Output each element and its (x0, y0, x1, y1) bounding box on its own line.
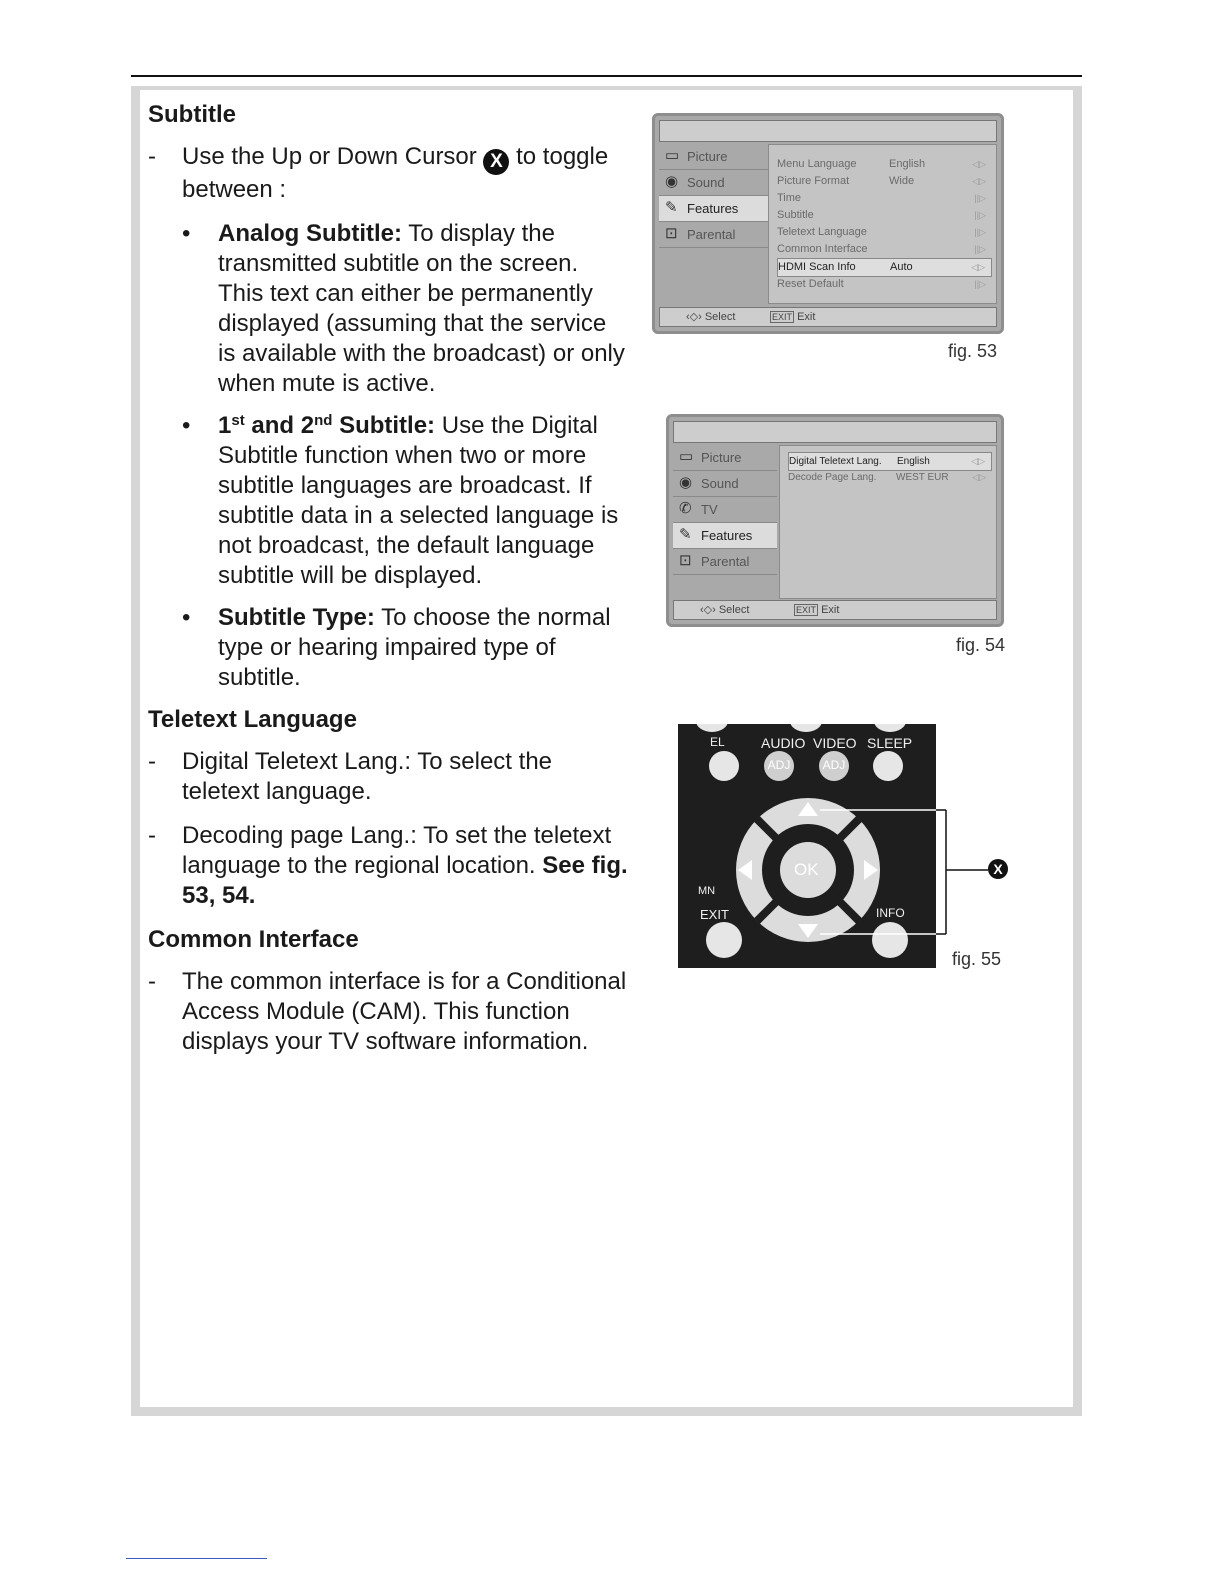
menu-item-parental[interactable]: ⊡ Parental (659, 222, 769, 248)
analog-term: Analog Subtitle: (218, 220, 402, 247)
menu-options-panel (779, 445, 997, 599)
label-info: INFO (876, 906, 905, 920)
teletext-item-1-text: Digital Teletext Lang.: To select the teletext language. (182, 748, 553, 805)
dash-marker: - (148, 143, 156, 170)
label-sleep: SLEEP (867, 735, 913, 751)
menu-item-sound[interactable]: ◉ Sound (659, 170, 769, 196)
option-common-interface[interactable]: Common Interface ||▷ (777, 241, 992, 258)
enter-icon: ||▷ (974, 210, 986, 220)
fig53-caption: fig. 53 (948, 341, 998, 361)
info-button[interactable] (872, 922, 908, 958)
digital-subtitle-item (148, 411, 628, 591)
common-heading: Common Interface (148, 926, 359, 953)
option-digital-teletext-lang[interactable]: Digital Teletext Lang. English ◁▷ (788, 452, 992, 471)
label-audio: AUDIO (761, 735, 806, 751)
digital-text: Use the Digital Subtitle function when two or more subtitle languages are broadcast. If subtitle data in a selected language is not broadcast, the default language subtitle will be displayed. (218, 412, 619, 589)
label-mn: MN (698, 885, 716, 897)
arrow-icon: ◁▷ (972, 472, 986, 482)
wrench-icon: ✎ (665, 199, 678, 216)
lock-icon: ⊡ (665, 225, 678, 242)
lock-icon: ⊡ (679, 552, 692, 569)
menu-sidebar (673, 445, 777, 575)
option-menu-language[interactable]: Menu Language English ◁▷ (777, 156, 992, 173)
remote-control-image (678, 724, 936, 968)
option-time[interactable]: Time ||▷ (777, 190, 992, 207)
subtitle-intro (148, 142, 628, 205)
common-item-1: - The common interface is for a Conditional Access Module (CAM). This function displays your TV software information. (148, 968, 627, 1055)
audio-adj-button[interactable]: ADJ (764, 751, 794, 781)
fig54-menu-screen (666, 414, 1004, 627)
bullet-marker: • (182, 412, 191, 439)
menu-title-bar (659, 120, 997, 142)
subtitle-type-item (148, 603, 628, 693)
analog-subtitle-item (148, 219, 628, 399)
option-hdmi-scan-info[interactable]: HDMI Scan Info Auto ◁▷ (777, 258, 992, 277)
menu-footer (673, 600, 997, 620)
enter-icon: ||▷ (974, 244, 986, 254)
footer-link-underline (126, 1558, 267, 1559)
select-hint: ‹◇› Select (700, 604, 750, 616)
callout-x-icon: X (988, 859, 1008, 879)
exit-hint: EXIT Exit (772, 311, 816, 323)
bullet-marker: • (182, 604, 191, 631)
arrow-icon: ◁▷ (971, 262, 985, 272)
analog-text: To display the transmitted subtitle on the screen. This text can either be permanently displayed (assuming that the service is available with the broadcast) or only when mute is active. (218, 220, 625, 397)
menu-item-sound[interactable]: ◉ Sound (673, 471, 777, 497)
top-rule (131, 75, 1082, 77)
arrow-icon: ◁▷ (972, 159, 986, 169)
teletext-item-2-text: Decoding page Lang.: To set the teletext language to the regional location. (182, 822, 612, 879)
digital-term: 1st and 2nd Subtitle: (218, 412, 436, 439)
subtitle-intro-before: Use the Up or Down Cursor (182, 143, 477, 170)
menu-item-features[interactable]: ✎ Features (673, 523, 777, 549)
menu-footer (659, 307, 997, 327)
speaker-icon: ◉ (665, 173, 679, 190)
arrow-icon: ◁▷ (971, 456, 985, 466)
dpad-svg (678, 724, 936, 968)
fig54-caption: fig. 54 (956, 635, 1006, 655)
menu-title-bar (673, 421, 997, 443)
menu-item-picture[interactable]: ▭ Picture (673, 445, 777, 471)
speaker-icon: ◉ (679, 474, 693, 491)
select-hint: ‹◇› Select (686, 311, 736, 323)
exit-hint: EXIT Exit (796, 604, 840, 616)
label-video: VIDEO (813, 735, 857, 751)
bullet-marker: • (182, 220, 191, 247)
option-picture-format[interactable]: Picture Format Wide ◁▷ (777, 173, 992, 190)
menu-sidebar (659, 144, 769, 248)
fig53-menu-screen (652, 113, 1004, 334)
enter-icon: ||▷ (974, 227, 986, 237)
ok-label: OK (794, 860, 819, 879)
menu-options-panel (768, 144, 997, 304)
teletext-item-2: - Decoding page Lang.: To set the teletext language to the regional location. See fig. 53, 54. (148, 822, 628, 909)
tv-icon: ▭ (665, 147, 680, 164)
video-adj-button[interactable]: ADJ (819, 751, 849, 781)
enter-icon: ||▷ (974, 279, 986, 289)
fig55-caption: fig. 55 (952, 949, 1002, 969)
option-subtitle[interactable]: Subtitle ||▷ (777, 207, 992, 224)
type-text: To choose the normal type or hearing impaired type of subtitle. (218, 604, 611, 691)
label-el: EL (710, 735, 725, 749)
option-teletext-language[interactable]: Teletext Language ||▷ (777, 224, 992, 241)
cursor-x-icon: X (483, 149, 509, 175)
type-term: Subtitle Type: (218, 604, 375, 631)
teletext-item-1: - Digital Teletext Lang.: To select the teletext language. (148, 748, 553, 805)
subtitle-heading: Subtitle (148, 101, 236, 128)
wrench-icon: ✎ (679, 526, 692, 543)
menu-item-picture[interactable]: ▭ Picture (659, 144, 769, 170)
figure-reference: See fig. 53, 54. (182, 852, 628, 909)
menu-item-tv[interactable]: ✆ TV (673, 497, 777, 523)
menu-item-parental[interactable]: ⊡ Parental (673, 549, 777, 575)
menu-item-features[interactable]: ✎ Features (659, 196, 769, 222)
arrow-icon: ◁▷ (972, 176, 986, 186)
option-decode-page-lang[interactable]: Decode Page Lang. WEST EUR ◁▷ (788, 469, 992, 486)
subtitle-intro-after: to toggle between : (182, 143, 609, 203)
satellite-icon: ✆ (679, 500, 692, 517)
option-reset-default[interactable]: Reset Default ||▷ (777, 276, 992, 293)
tv-icon: ▭ (679, 448, 694, 465)
label-exit: EXIT (700, 907, 729, 922)
enter-icon: ||▷ (974, 193, 986, 203)
exit-button[interactable] (706, 922, 742, 958)
common-item-1-text: The common interface is for a Conditional Access Module (CAM). This function displays your TV software information. (182, 968, 627, 1055)
teletext-heading: Teletext Language (148, 706, 357, 733)
text-column (148, 100, 628, 1071)
